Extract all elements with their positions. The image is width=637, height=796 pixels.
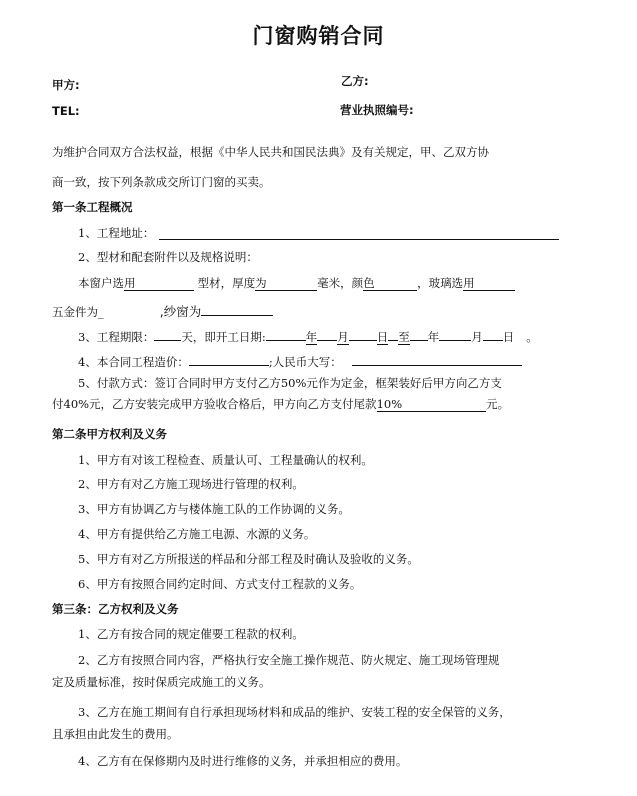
materials-label: 2、型材和配套附件以及规格说明： (78, 250, 258, 264)
intro-line-1: 为维护合同双方合法权益，根据《中华人民共和国民法典》及有关规定，甲、乙双方协 (52, 145, 489, 159)
payment-line-2 (52, 399, 509, 412)
intro-line-2: 商一致，按下列条款成交所订门窗的买卖。 (52, 175, 271, 189)
glass-field-value: 用 (463, 276, 475, 290)
section-3-item-3-line-2: 且承担由此发生的费用。 (52, 727, 179, 741)
price-line (78, 353, 522, 369)
end-day-field[interactable] (483, 328, 503, 341)
section-3-item-2-line-2: 定及质量标准，按时保质完成施工的义务。 (52, 675, 271, 689)
section-3-heading: 第三条：乙方权利及义务 (52, 602, 179, 616)
hardware-field[interactable]: _ (98, 305, 104, 319)
duration-line (78, 328, 538, 345)
end-date-gap (410, 328, 428, 341)
section-3-item-4: 4、乙方有在保修期内及时进行维修的义务，并承担相应的费用。 (78, 754, 408, 768)
screen-label: ,纱窗为 (159, 304, 202, 319)
window-spec-line (78, 278, 515, 291)
end-year-unit: 年 (427, 330, 440, 344)
final-payment-percent: 10% (376, 397, 403, 411)
start-month-unit: 月 (337, 330, 349, 344)
section-2-item-4: 4、甲方有提供给乙方施工电源、水源的义务。 (78, 527, 316, 541)
window-spec-text-3: 毫米，颜 (317, 276, 364, 290)
end-month-unit: 月 (471, 330, 483, 344)
section-1-heading: 第一条工程概况 (52, 200, 133, 214)
duration-label: 3、工程期限： (78, 330, 155, 344)
price-words-field[interactable] (352, 353, 522, 366)
payment-line-2-text: 付40%元，乙方安装完成甲方验收合格后，甲方向乙方支付尾款 (52, 397, 377, 411)
window-spec-text-2: 型材，厚度 (197, 276, 256, 290)
start-month-field[interactable] (317, 328, 337, 341)
profile-field-value: 用 (124, 276, 136, 290)
page-title: 门窗购销合同 (252, 24, 385, 48)
thickness-field-value: 为 (255, 276, 267, 290)
tel-label: TEL: (52, 104, 80, 118)
section-2-item-3: 3、甲方有协调乙方与楼体施工队的工作协调的义务。 (78, 502, 350, 516)
party-a-label: 甲方: (52, 78, 80, 92)
glass-field[interactable] (463, 278, 515, 291)
window-spec-text-1: 本窗户选 (78, 276, 124, 290)
license-label: 营业执照编号: (340, 103, 414, 117)
price-words-label: ;人民币大写： (268, 355, 342, 369)
final-payment-field[interactable] (377, 399, 487, 412)
duration-end: 。 (526, 330, 538, 344)
start-day-unit: 日 (376, 330, 389, 344)
date-to-label: 至 (398, 330, 410, 344)
section-2-heading: 第二条甲方权利及义务 (52, 427, 167, 441)
end-day-unit: 日 (502, 330, 515, 344)
section-2-item-5: 5、甲方有对乙方所报送的样品和分部工程及时确认及验收的义务。 (78, 552, 419, 566)
color-field-value: 色 (363, 276, 375, 290)
price-field[interactable] (189, 353, 269, 366)
section-2-item-6: 6、甲方有按照合同约定时间、方式支付工程款的义务。 (78, 577, 362, 591)
window-spec-text-4: ，玻璃选 (417, 276, 464, 290)
start-year-unit: 年 (305, 330, 318, 344)
profile-field[interactable] (124, 278, 194, 291)
party-b-label: 乙方: (341, 74, 369, 88)
payment-end: 元。 (486, 397, 510, 411)
section-3-item-1: 1、乙方有按合同的规定催要工程款的权利。 (78, 627, 304, 641)
address-field[interactable] (159, 239, 559, 240)
color-field[interactable] (363, 278, 417, 291)
thickness-field[interactable] (255, 278, 317, 291)
hardware-line (52, 303, 273, 319)
section-3-item-2-line-1: 2、乙方有按照合同内容，严格执行安全施工操作规范、防火规定、施工现场管理规 (78, 653, 500, 667)
start-day-field[interactable] (349, 328, 377, 341)
price-label: 4、本合同工程造价： (78, 355, 189, 369)
payment-line-1: 5、付款方式：签订合同时甲方支付乙方50%元作为定金，框架装好后甲方向乙方支 (78, 376, 502, 390)
hardware-label: 五金件为 (52, 305, 98, 319)
duration-days-field[interactable] (154, 328, 181, 341)
end-month-field[interactable] (439, 328, 471, 341)
section-2-item-2: 2、甲方有对乙方施工现场进行管理的权利。 (78, 477, 304, 491)
section-2-item-1: 1、甲方有对该工程检查、质量认可、工程量确认的权利。 (78, 453, 373, 467)
screen-field[interactable] (201, 303, 273, 316)
section-3-item-3-line-1: 3、乙方在施工期间有自行承担现场材料和成品的维护、安装工程的安全保管的义务， (78, 705, 511, 719)
address-label: 1、工程地址： (78, 226, 155, 240)
start-date-label: 天，即开工日期: (181, 330, 266, 344)
start-year-field[interactable] (266, 328, 306, 341)
